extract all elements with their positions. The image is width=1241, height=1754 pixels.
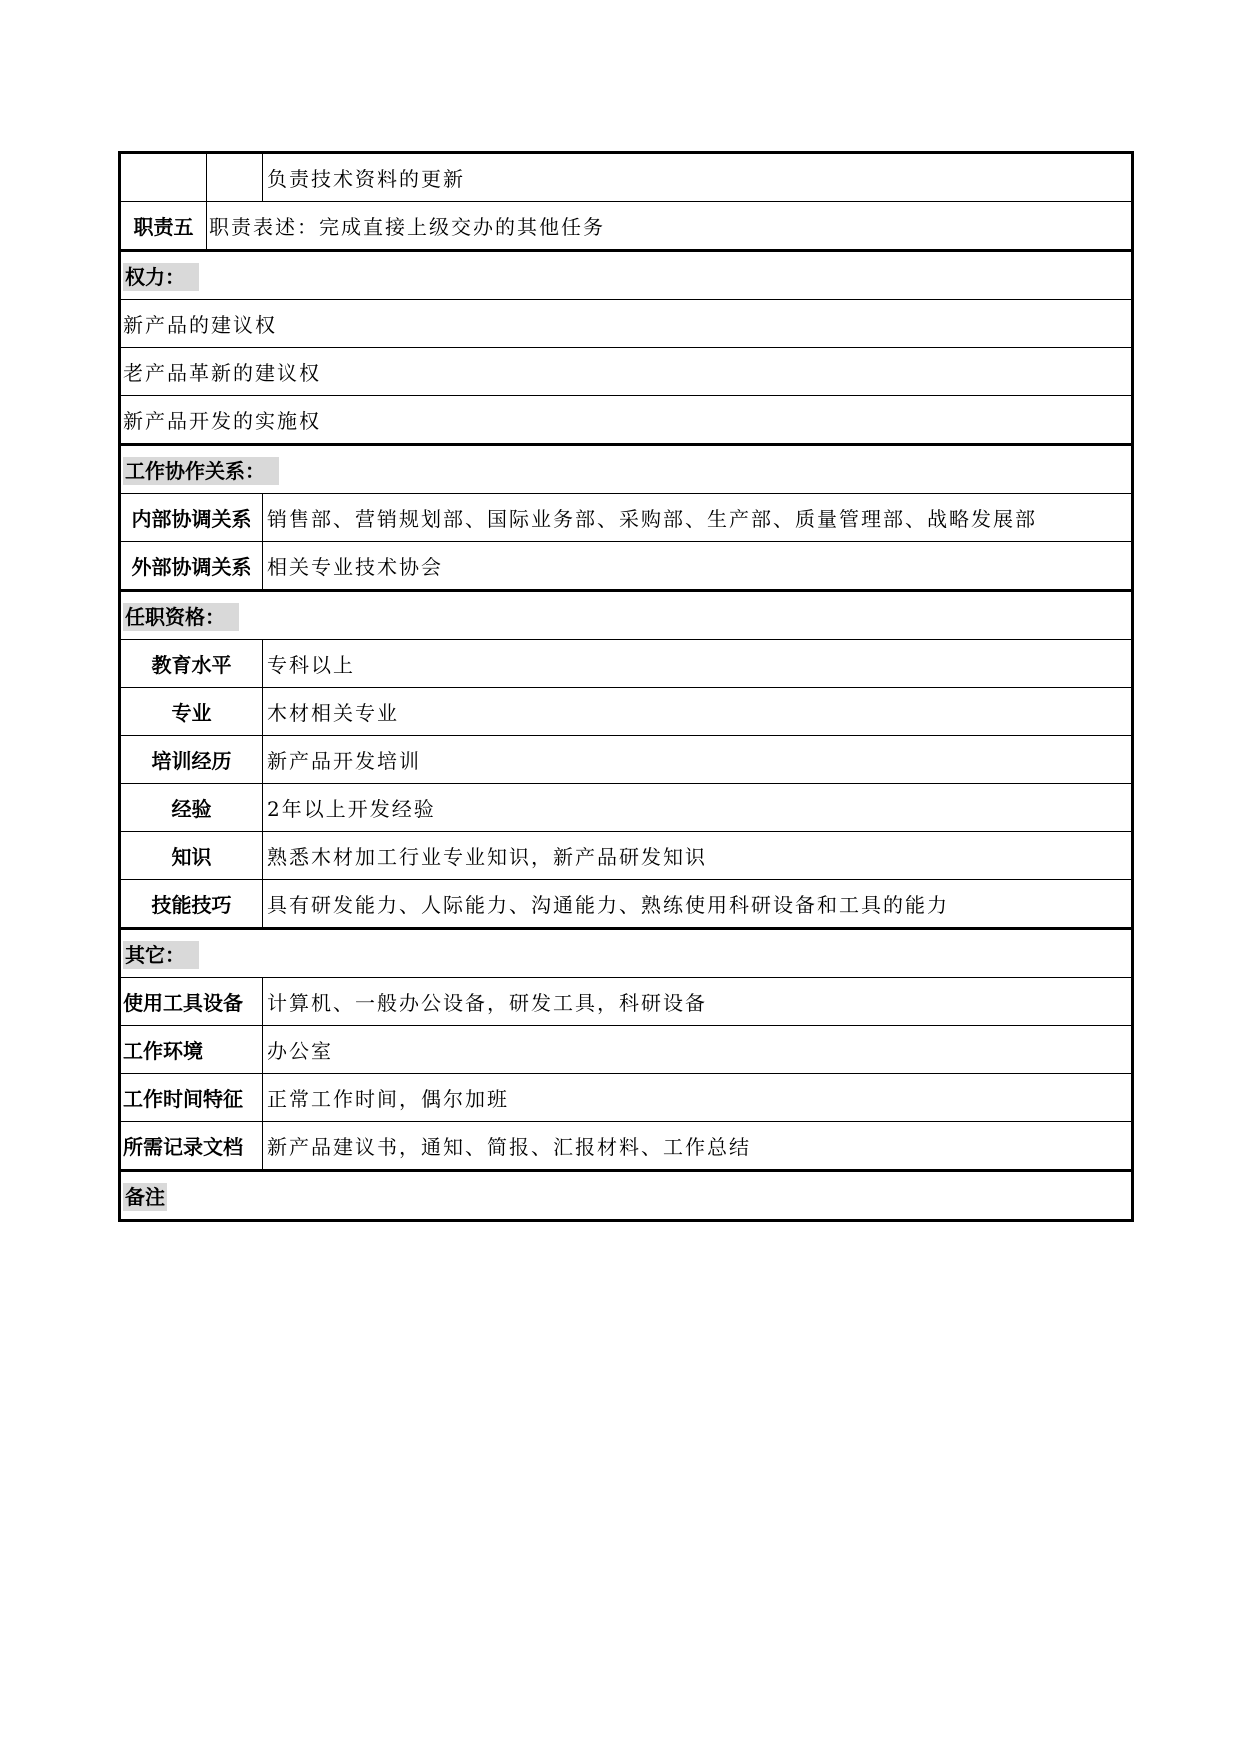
relations-header: 工作协作关系：	[123, 457, 279, 485]
authority-item: 新产品开发的实施权	[120, 396, 1133, 445]
relations-value: 销售部、营销规划部、国际业务部、采购部、生产部、质量管理部、战略发展部	[263, 494, 1133, 542]
qualification-label: 培训经历	[120, 736, 263, 784]
qualification-row	[120, 640, 1133, 688]
qualification-row	[120, 880, 1133, 929]
relations-label: 内部协调关系	[120, 494, 263, 542]
other-row	[120, 1026, 1133, 1074]
qualification-label: 经验	[120, 784, 263, 832]
duty-continuation-row	[120, 153, 1133, 202]
duty5-text: 职责表述：完成直接上级交办的其他任务	[207, 202, 1133, 251]
qualification-value: 熟悉木材加工行业专业知识，新产品研发知识	[263, 832, 1133, 880]
other-value: 新产品建议书，通知、简报、汇报材料、工作总结	[263, 1122, 1133, 1171]
remarks-row	[120, 1171, 1133, 1221]
relations-header-row	[120, 445, 1133, 494]
qualification-value: 具有研发能力、人际能力、沟通能力、熟练使用科研设备和工具的能力	[263, 880, 1133, 929]
duty5-label: 职责五	[120, 202, 207, 251]
other-label: 使用工具设备	[120, 978, 263, 1026]
qualification-value: 新产品开发培训	[263, 736, 1133, 784]
other-row	[120, 1074, 1133, 1122]
authority-header: 权力：	[123, 263, 199, 291]
other-label: 工作时间特征	[120, 1074, 263, 1122]
other-value: 办公室	[263, 1026, 1133, 1074]
qualification-label: 知识	[120, 832, 263, 880]
other-row	[120, 978, 1133, 1026]
qualification-row	[120, 736, 1133, 784]
job-description-table	[118, 151, 1134, 1222]
qualification-label: 教育水平	[120, 640, 263, 688]
authority-item: 老产品革新的建议权	[120, 348, 1133, 396]
qualifications-header: 任职资格：	[123, 603, 239, 631]
authority-item-row	[120, 396, 1133, 445]
duty5-row	[120, 202, 1133, 251]
authority-item-row	[120, 348, 1133, 396]
other-label: 工作环境	[120, 1026, 263, 1074]
other-header: 其它：	[123, 941, 199, 969]
other-value: 正常工作时间，偶尔加班	[263, 1074, 1133, 1122]
relations-value: 相关专业技术协会	[263, 542, 1133, 591]
other-label: 所需记录文档	[120, 1122, 263, 1171]
qualification-value: 2年以上开发经验	[263, 784, 1133, 832]
other-header-row	[120, 929, 1133, 978]
qualification-value: 专科以上	[263, 640, 1133, 688]
qualification-label: 专业	[120, 688, 263, 736]
other-row	[120, 1122, 1133, 1171]
remarks-header: 备注	[125, 1185, 165, 1209]
empty-cell	[207, 153, 263, 202]
qualifications-header-row	[120, 591, 1133, 640]
relations-label: 外部协调关系	[120, 542, 263, 591]
other-value: 计算机、一般办公设备，研发工具，科研设备	[263, 978, 1133, 1026]
qualification-row	[120, 784, 1133, 832]
authority-item-row	[120, 300, 1133, 348]
qualification-label: 技能技巧	[120, 880, 263, 929]
authority-item: 新产品的建议权	[120, 300, 1133, 348]
qualification-row	[120, 832, 1133, 880]
duty-continuation-text: 负责技术资料的更新	[263, 153, 1133, 202]
relations-row	[120, 494, 1133, 542]
qualification-value: 木材相关专业	[263, 688, 1133, 736]
qualification-row	[120, 688, 1133, 736]
job-description-page	[118, 151, 1131, 1222]
empty-cell	[120, 153, 207, 202]
authority-header-row	[120, 251, 1133, 300]
relations-row	[120, 542, 1133, 591]
